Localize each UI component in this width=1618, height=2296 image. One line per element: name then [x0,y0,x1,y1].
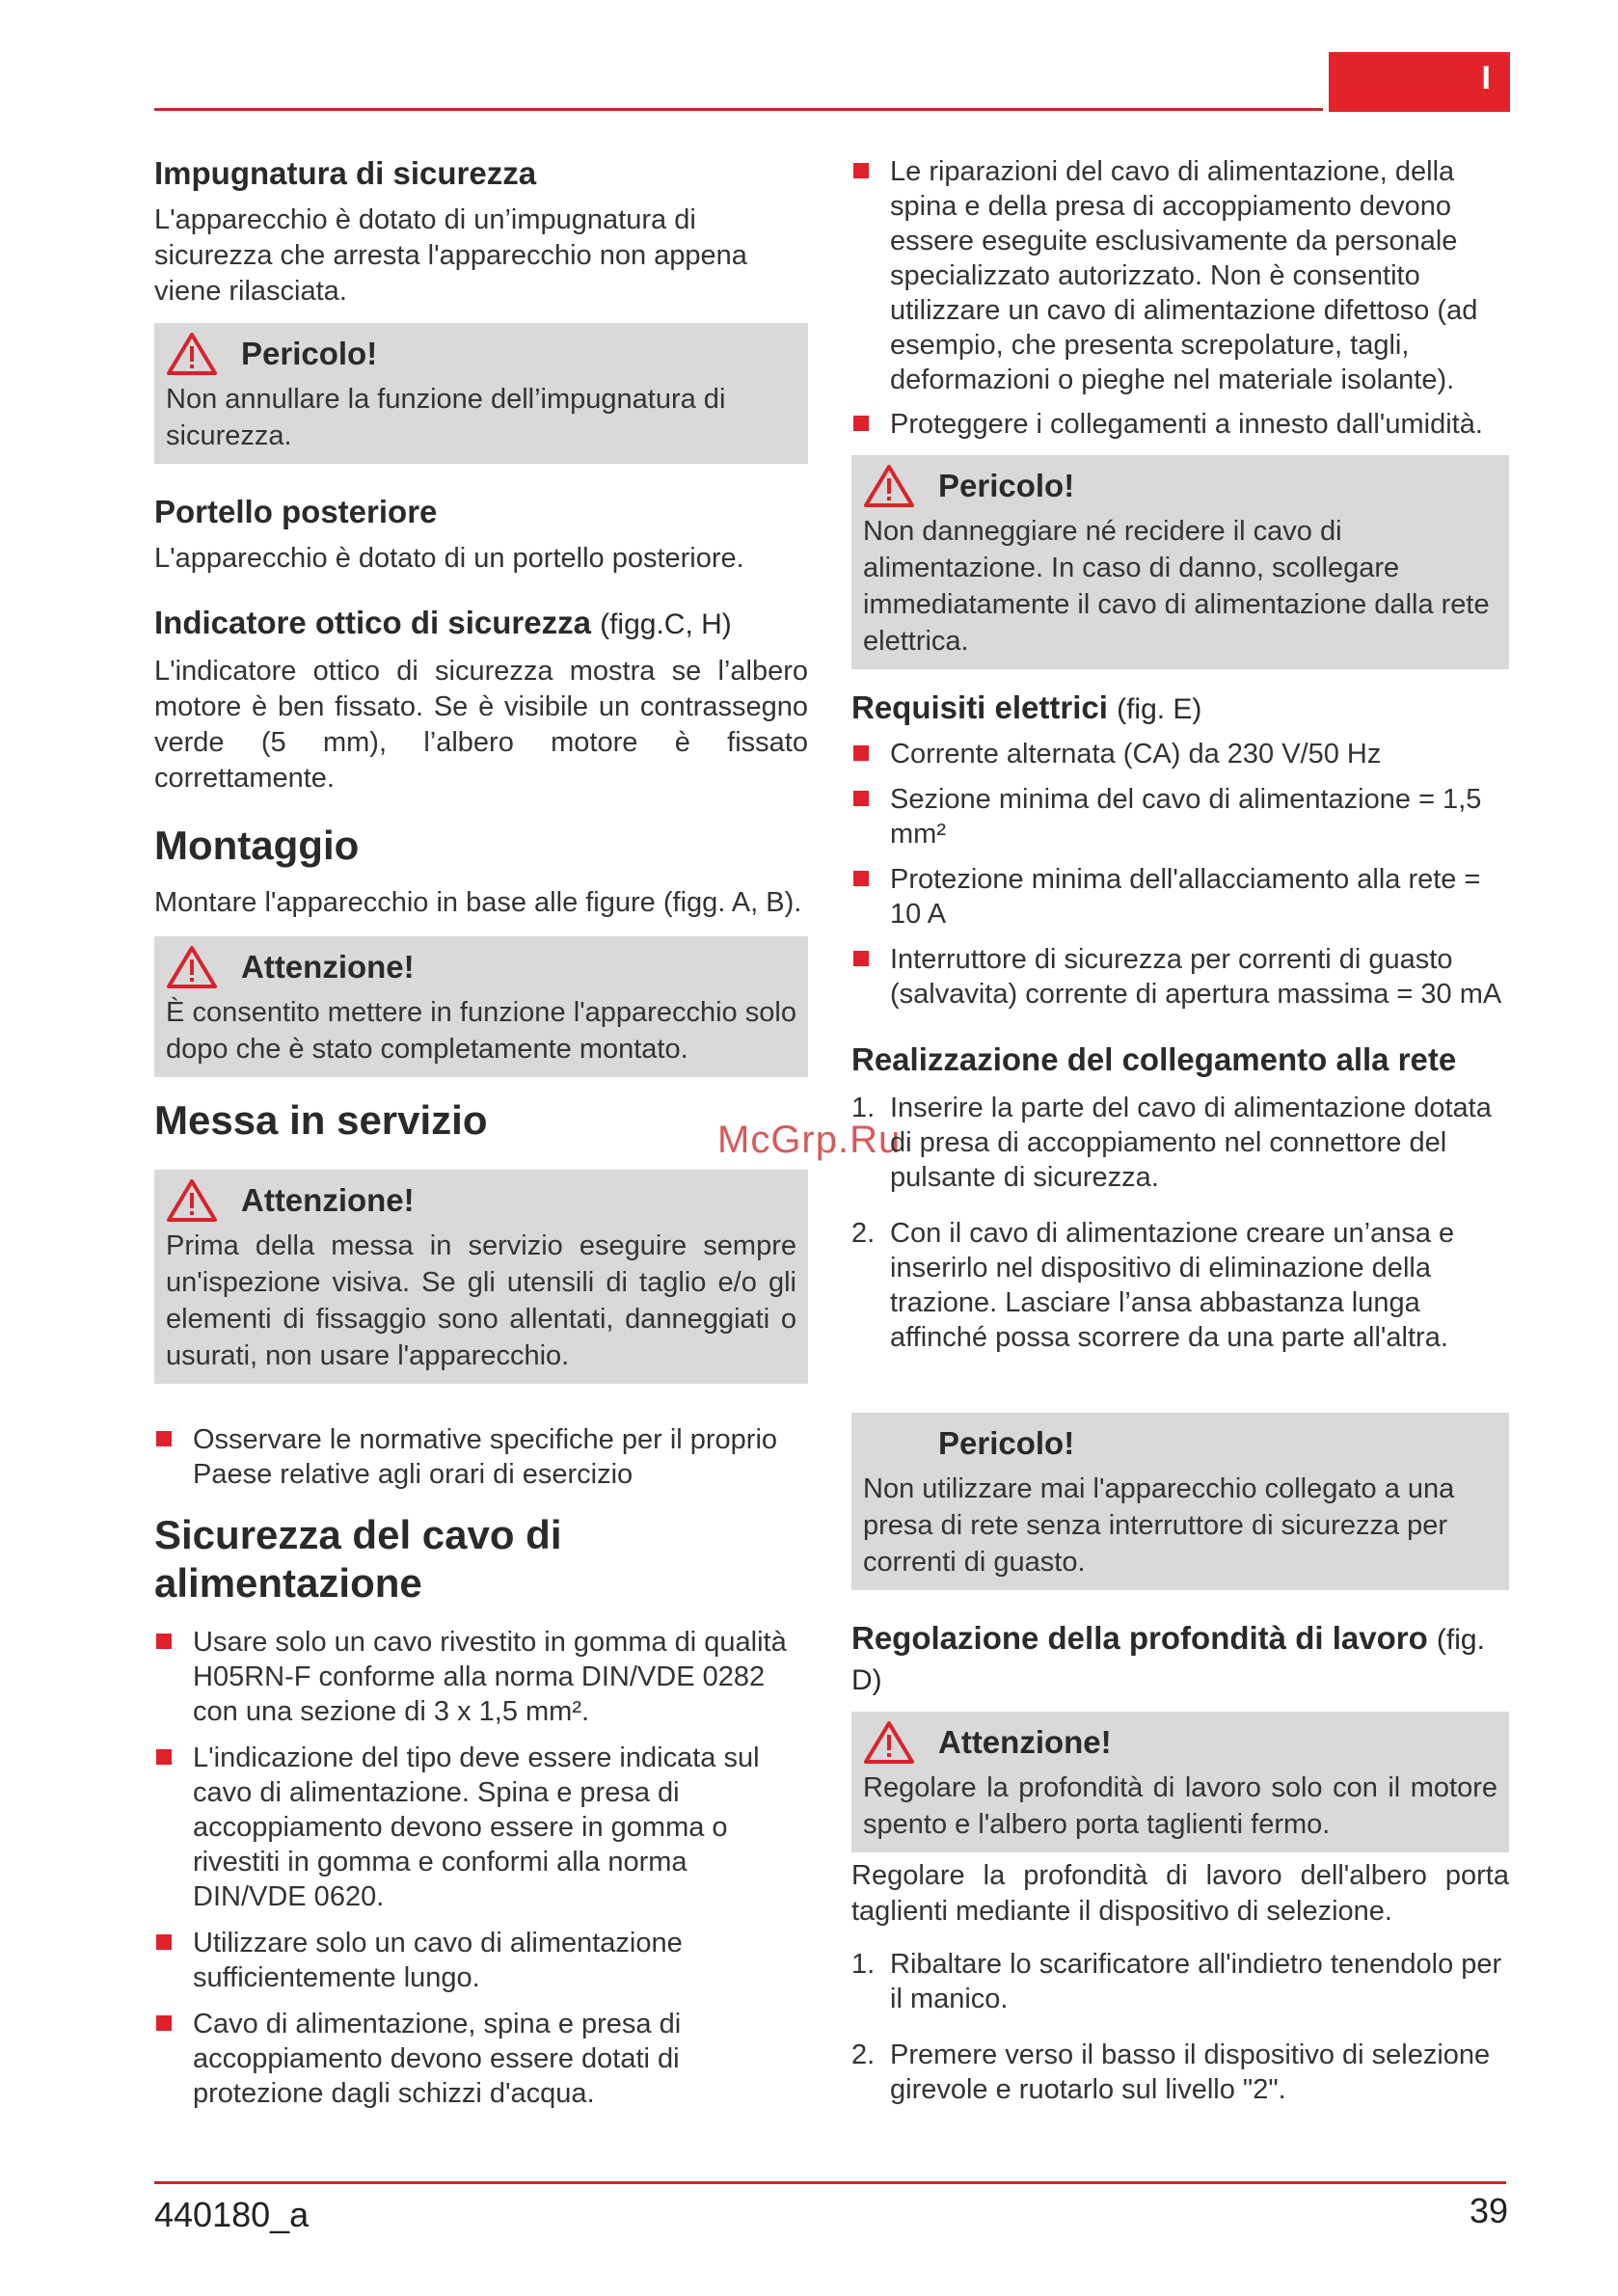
realizzazione-steps [851,1091,1509,1355]
list-item: Proteggere i collegamenti a innesto dall'umidità. [851,407,1509,442]
heading-regolazione-title: Regolazione della profondità di lavoro [851,1620,1428,1656]
attention-notice-messa [154,1170,808,1384]
notice-title: Pericolo! [241,336,378,371]
list-item: Osservare le normative specifiche per il proprio Paese relative agli orari di esercizio [154,1422,808,1492]
top-rule [154,108,1323,111]
danger-notice-impugnatura [154,323,808,464]
cavo-bullet-list [154,1625,808,2111]
notice-title: Pericolo! [938,468,1075,503]
text-portello: L'apparecchio è dotato di un portello posteriore. [154,543,744,574]
list-item: Utilizzare solo un cavo di alimentazione sufficientemente lungo. [154,1926,808,1995]
heading-indicatore-title: Indicatore ottico di sicurezza [154,605,591,640]
bottom-rule [154,2181,1506,2184]
text-regolazione: Regolare la profondità di lavoro dell'albero porta taglienti mediante il dispositivo di selezione. [851,1860,1509,1927]
list-item: L'indicazione del tipo deve essere indicata sul cavo di alimentazione. Spina e presa di accoppiamento devono essere in gomma o rivestiti in gomma e conformi alla norma DIN/VDE 0620. [154,1741,808,1914]
notice-text: Prima della messa in servizio eseguire sempre un'ispezione visiva. Se gli utensili di taglio e/o gli elementi di fissaggio sono allentati, danneggiati o usurati, non usare l'apparecchio. [166,1230,796,1371]
bullet-square-icon [156,1634,172,1649]
footer-page-number: 39 [1469,2191,1508,2230]
list-item: 1. Ribaltare lo scarificatore all'indietro tenendolo per il manico. [851,1949,1502,2014]
heading-messa-in-servizio: Messa in servizio [154,1097,488,1143]
language-tab: I [1329,52,1510,112]
text-impugnatura: L'apparecchio è dotato di un’impugnatura di sicurezza che arresta l'apparecchio non appena viene rilasciata. [154,204,747,307]
bullet-square-icon [853,871,869,886]
watermark: McGrp.Ru [717,1119,902,1161]
bullet-square-icon [156,1431,172,1446]
notice-text: Regolare la profondità di lavoro solo con il motore spento e l'albero porta taglienti fermo. [863,1772,1497,1840]
notice-text: Non utilizzare mai l'apparecchio collegato a una presa di rete senza interruttore di sicurezza per correnti di guasto. [863,1473,1455,1578]
notice-text: È consentito mettere in funzione l'apparecchio solo dopo che è stato completamente montato. [166,997,796,1065]
notice-title: Attenzione! [241,949,415,985]
warning-triangle-icon [166,1178,218,1223]
attention-notice-regolazione [851,1712,1509,1852]
notice-text: Non annullare la funzione dell’impugnatura di sicurezza. [166,384,726,451]
notice-title: Attenzione! [938,1724,1112,1760]
list-item: Le riparazioni del cavo di alimentazione, della spina e della presa di accoppiamento devono essere eseguite esclusivamente da personale specializzato autorizzato. Non è consentito utilizzare un cavo di alimentazione difettoso (ad esempio, che presenta screpolature, tagli, deformazioni o pieghe nel materiale isolante). [851,154,1509,397]
heading-regolazione-ref: (fig. D) [851,1624,1485,1696]
heading-requisiti [851,689,1509,729]
list-item: 2. Premere verso il basso il dispositivo di selezione girevole e ruotarlo sul livello "2". [851,2039,1491,2105]
heading-regolazione [851,1619,1509,1700]
bullet-square-icon [156,2015,172,2031]
bullet-square-icon [853,745,869,761]
heading-montaggio: Montaggio [154,823,360,868]
notice-text: Non danneggiare né recidere il cavo di alimentazione. In caso di danno, scollegare immediatamente il cavo di alimentazione dalla rete elettrica. [863,516,1490,657]
text-indicatore: L'indicatore ottico di sicurezza mostra se l’albero motore è ben fissato. Se è visibile un contrassegno verde (5 mm), l’albero motore è fissato correttamente. [154,656,808,794]
list-item: Interruttore di sicurezza per correnti di guasto (salvavita) corrente di apertura massima = 30 mA [851,942,1509,1012]
list-item: Usare solo un cavo rivestito in gomma di qualità H05RN-F conforme alla norma DIN/VDE 0282 con una sezione di 3 x 1,5 mm². [154,1625,808,1729]
heading-portello: Portello posteriore [154,494,438,529]
heading-realizzazione: Realizzazione del collegamento alla rete [851,1041,1457,1077]
warning-triangle-icon [863,464,915,508]
messa-bullet-list [154,1422,808,1492]
list-item: Sezione minima del cavo di alimentazione = 1,5 mm² [851,782,1509,851]
list-item: 1. Inserire la parte del cavo di alimentazione dotata di presa di accoppiamento nel connettore del pulsante di sicurezza. [851,1093,1492,1193]
warning-triangle-icon [166,945,218,989]
requisiti-bullet-list [851,737,1509,1012]
list-item: 2. Con il cavo di alimentazione creare un’ansa e inserirlo nel dispositivo di eliminazione della trazione. Lasciare l’ansa abbastanza lunga affinché possa scorrere da una parte all'altra. [851,1218,1455,1353]
warning-triangle-icon [863,1720,915,1765]
heading-indicatore-ref: (figg.C, H) [600,608,732,640]
bullet-square-icon [853,791,869,806]
list-item: Protezione minima dell'allacciamento alla rete = 10 A [851,862,1509,932]
warning-triangle-icon [166,332,218,376]
bullet-square-icon [853,416,869,431]
bullet-square-icon [156,1934,172,1950]
heading-indicatore [154,604,808,644]
cavo-bullet-list-continued [851,154,1509,442]
regolazione-steps [851,1947,1509,2107]
right-column [851,154,1509,2107]
footer-doc-code: 440180_a [154,2195,310,2234]
heading-impugnatura: Impugnatura di sicurezza [154,155,537,191]
attention-notice-montaggio [154,936,808,1077]
heading-requisiti-ref: (fig. E) [1117,693,1202,725]
bullet-square-icon [853,951,869,966]
left-column [154,154,808,2111]
notice-title: Attenzione! [241,1182,415,1218]
danger-notice-cavo [851,455,1509,669]
list-item: Corrente alternata (CA) da 230 V/50 Hz [851,737,1509,771]
notice-title: Pericolo! [938,1425,1075,1461]
heading-requisiti-title: Requisiti elettrici [851,689,1108,725]
danger-notice-rete [851,1413,1509,1590]
text-montaggio: Montare l'apparecchio in base alle figure (figg. A, B). [154,887,802,918]
heading-sicurezza-cavo: Sicurezza del cavo di alimentazione [154,1512,562,1606]
list-item: Cavo di alimentazione, spina e presa di accoppiamento devono essere dotati di protezione dagli schizzi d'acqua. [154,2007,808,2111]
bullet-square-icon [156,1749,172,1765]
bullet-square-icon [853,163,869,178]
